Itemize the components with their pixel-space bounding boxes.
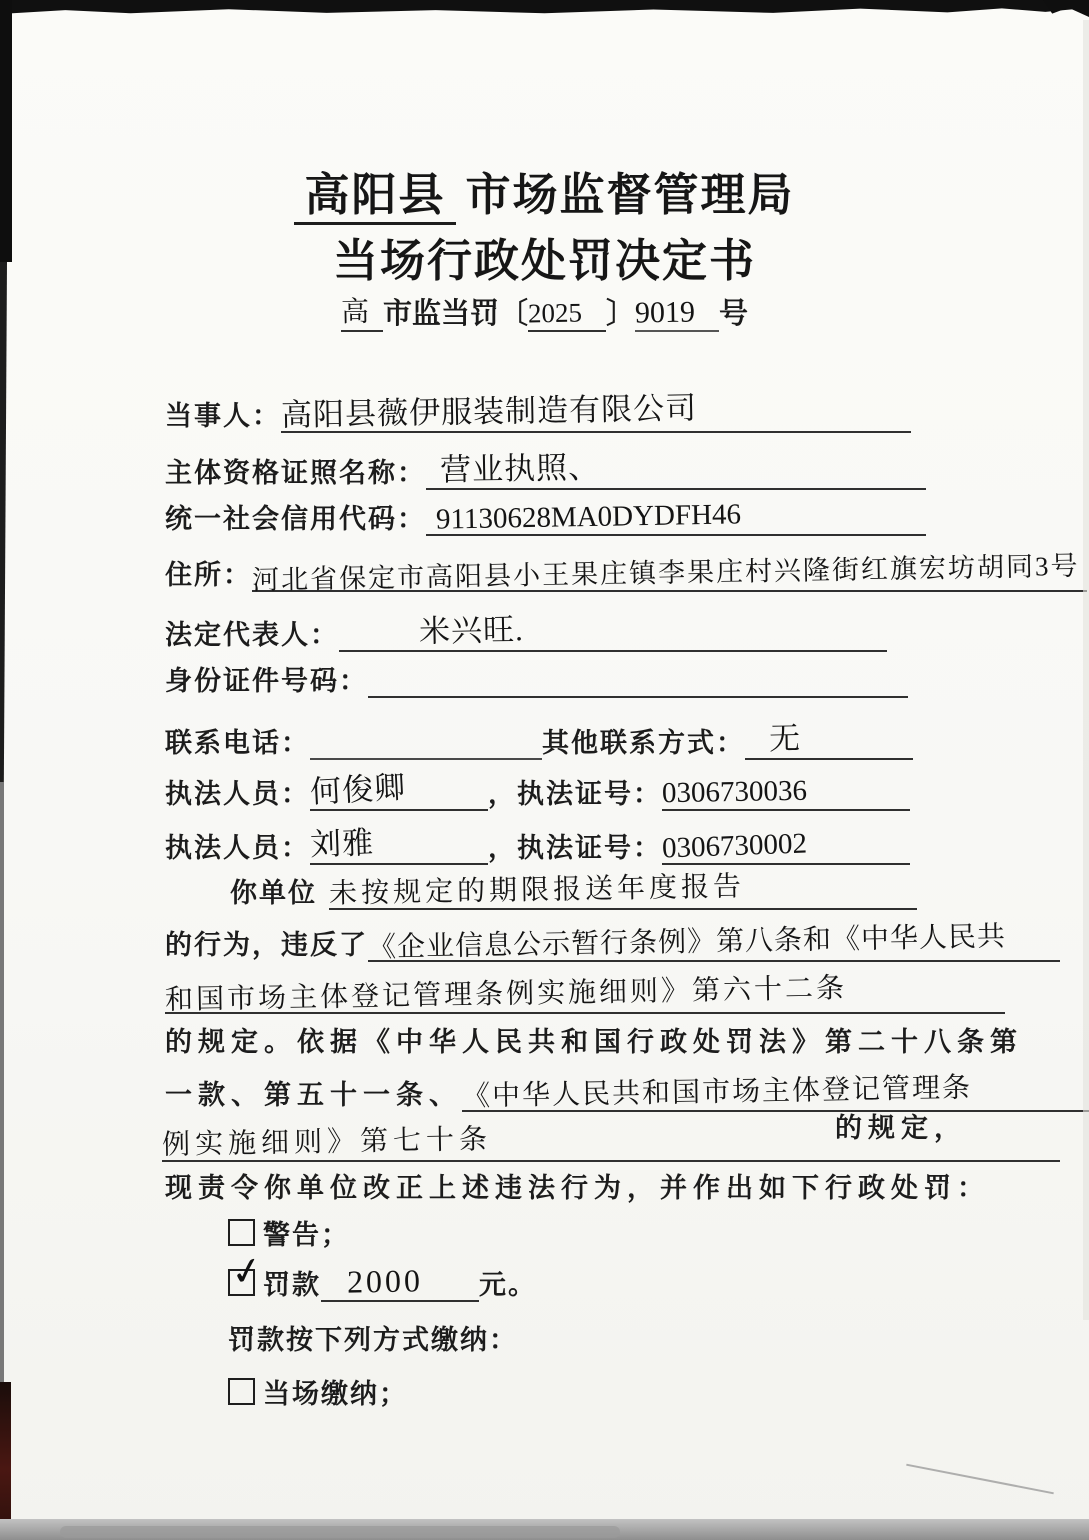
field-officer-cert-label: ，执法证号：: [488, 779, 662, 809]
scan-edge-left-middle: [0, 262, 7, 782]
violated-law-handwritten-1: 《企业信息公示暂行条例》第八条和《中华人民共: [367, 921, 1007, 964]
order-line-text: 现责令你单位改正上述违法行为，并作出如下行政处罚：: [165, 1173, 990, 1203]
violation-act-line: [230, 868, 917, 910]
field-legal-rep: [165, 605, 887, 652]
field-license: [165, 443, 926, 490]
scan-edge-left-upper: [0, 0, 12, 262]
document-number-line: [0, 290, 1089, 332]
scan-edge-top: [0, 0, 1089, 14]
legal-basis-printed-3: 的规定，: [835, 1113, 967, 1143]
legal-basis-handwritten-3: 例实施细则》第七十条: [161, 1124, 493, 1161]
field-party: [165, 386, 911, 433]
field-id-number-label: 身份证件号码：: [165, 666, 368, 696]
penalty-fine-row: [227, 1248, 537, 1302]
field-officer-label: 执法人员：: [165, 833, 310, 863]
warning-checkbox-icon: [228, 1219, 255, 1246]
field-contacts: [165, 713, 913, 760]
field-legal-rep-label: 法定代表人：: [165, 620, 339, 650]
violation-act-handwritten: 未按规定的期限报送年度报告: [328, 871, 746, 910]
doc-no-serial-handwritten: 9019: [634, 295, 696, 330]
document-subtitle: 当场行政处罚决定书: [332, 235, 756, 286]
field-party-value-handwritten: 高阳县薇伊服装制造有限公司: [280, 390, 698, 433]
field-party-label: 当事人：: [165, 401, 281, 431]
violated-law-handwritten-2: 和国市场主体登记管理条例实施细则》第六十二条: [164, 973, 848, 1016]
scan-edge-bottom-smudge: [60, 1526, 620, 1538]
field-uscc: [165, 497, 926, 536]
field-officer1-cert-handwritten: 0306730036: [661, 774, 808, 810]
field-phone-label: 联系电话：: [165, 728, 310, 758]
behavior-prefix-label: 的行为，违反了: [165, 930, 368, 960]
legal-basis-printed-1: 的规定。依据《中华人民共和国行政处罚法》第二十八条第: [165, 1027, 1023, 1057]
fine-amount-handwritten: 2000: [346, 1262, 424, 1300]
pay-method-row: [228, 1318, 518, 1357]
field-uscc-value-handwritten: 91130628MA0DYDFH46: [435, 498, 742, 536]
pencil-stray-mark: [906, 1464, 1054, 1495]
legal-basis-line1: [165, 1020, 1023, 1059]
violated-law-line1: [165, 920, 1060, 962]
fine-checkbox-icon: [227, 1248, 269, 1296]
field-address: [165, 550, 1087, 596]
doc-no-prefix-handwritten: 高: [340, 296, 371, 329]
field-officer1-name-handwritten: 何俊卿: [309, 769, 408, 810]
scan-edge-left-lower: [0, 782, 4, 1382]
field-other-contact-value-handwritten: 无: [768, 720, 802, 757]
penalty-onsite-row: [228, 1372, 408, 1411]
doc-no-printed-suffix: 号: [719, 298, 749, 330]
field-officer2-name-handwritten: 刘雅: [309, 824, 375, 863]
check-mark-icon: ✓: [227, 1248, 269, 1296]
scan-edge-left-bottom-blob: [0, 1382, 11, 1540]
field-other-contact-label: 其他联系方式：: [542, 728, 745, 758]
legal-basis-line3-handwritten: [162, 1120, 1060, 1162]
field-legal-rep-value-handwritten: 米兴旺.: [418, 612, 525, 649]
document-title-line2: [0, 224, 1089, 289]
authority-name-underlined: 高阳县: [294, 169, 455, 225]
fine-unit-label: 元。: [479, 1270, 537, 1300]
field-address-label: 住所：: [165, 560, 252, 590]
doc-no-year-handwritten: 2025: [527, 297, 583, 329]
field-officer-1: [165, 764, 910, 811]
field-license-value-handwritten: 营业执照、: [439, 449, 601, 488]
field-license-label: 主体资格证照名称：: [165, 458, 426, 488]
warning-label: 警告；: [263, 1220, 350, 1250]
fine-label: 罚款: [263, 1270, 321, 1300]
field-id-number: [165, 659, 908, 698]
penalty-warning-row: [228, 1213, 350, 1252]
pay-method-label: 罚款按下列方式缴纳：: [228, 1325, 518, 1355]
field-officer-2: [165, 818, 910, 865]
legal-basis-handwritten-2: 《中华人民共和国市场主体登记管理条: [461, 1072, 973, 1113]
field-officer-cert-label: ，执法证号：: [488, 833, 662, 863]
doc-no-printed-close: 〕: [605, 298, 635, 330]
scan-crease: [1083, 20, 1089, 1320]
unit-prefix-label: 你单位: [230, 878, 317, 908]
document-title-line1: [0, 158, 1089, 223]
field-uscc-label: 统一社会信用代码：: [165, 504, 426, 534]
doc-no-printed-body: 市监当罚〔: [382, 298, 528, 330]
onsite-label: 当场缴纳；: [263, 1379, 408, 1409]
field-officer-label: 执法人员：: [165, 779, 310, 809]
onsite-checkbox-icon: [228, 1378, 255, 1405]
legal-basis-printed-2: 一款、第五十一条、: [165, 1080, 462, 1110]
order-line: [165, 1166, 990, 1205]
authority-name-rest: 市场监督管理局: [465, 169, 795, 220]
field-officer2-cert-handwritten: 0306730002: [661, 827, 808, 865]
field-address-value-handwritten: 河北省保定市高阳县小王果庄镇李果庄村兴隆街红旗宏坊胡同3号: [251, 550, 1080, 596]
violated-law-line2: [165, 972, 1005, 1014]
